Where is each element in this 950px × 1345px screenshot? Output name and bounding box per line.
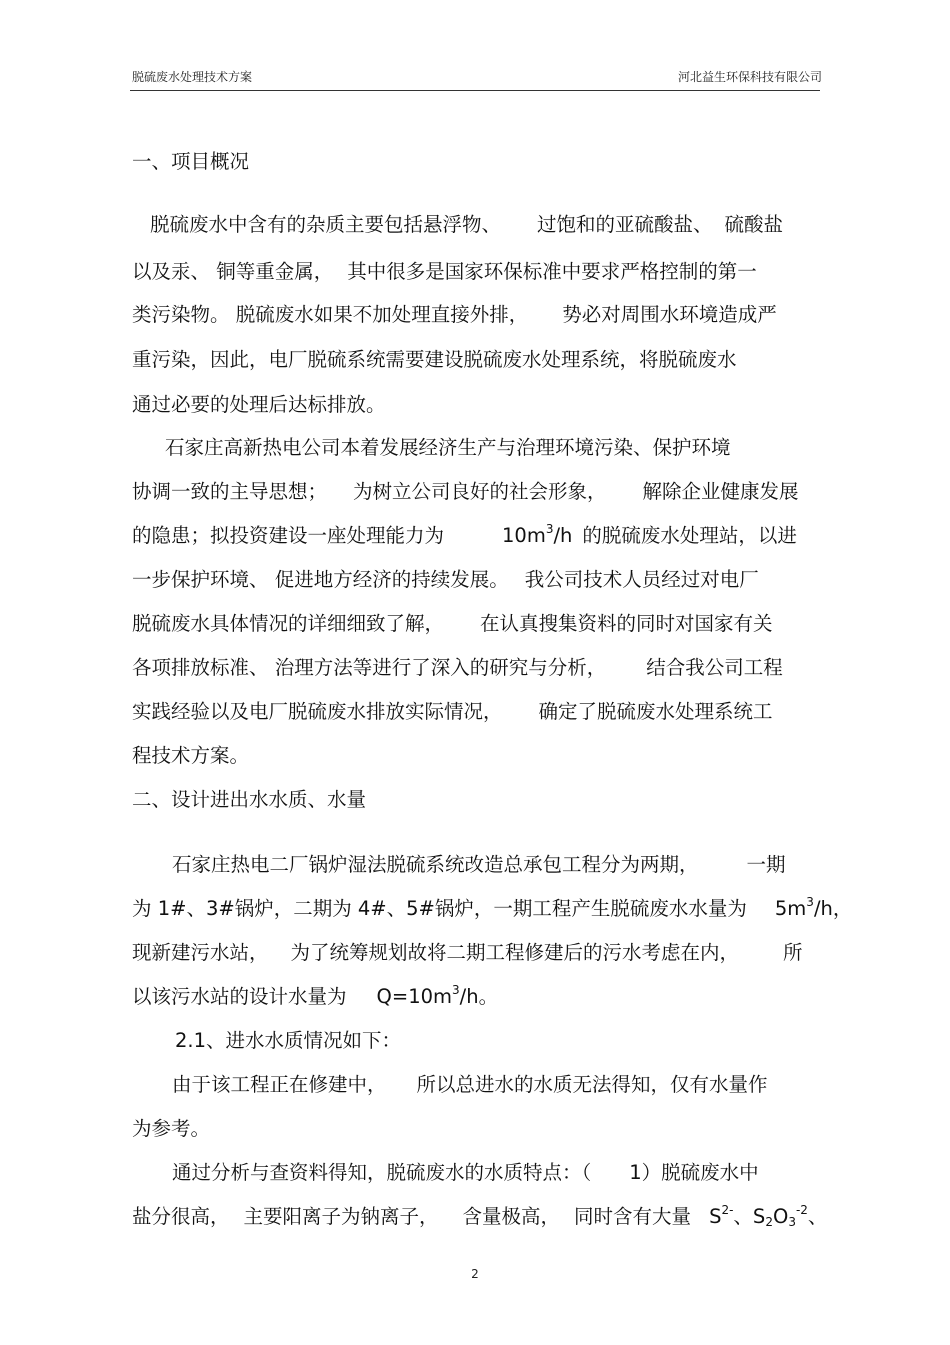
paragraph-line: 重污染，因此，电厂脱硫系统需要建设脱硫废水处理系统，将脱硫废水	[132, 348, 737, 371]
header-divider	[130, 90, 820, 91]
header-title: 脱硫废水处理技术方案	[132, 70, 253, 84]
paragraph-line: 通过分析与查资料得知，脱硫废水的水质特点：（ 1）脱硫废水中	[172, 1161, 759, 1184]
paragraph-line: 一步保护环境、 促进地方经济的持续发展。 我公司技术人员经过对电厂	[132, 568, 759, 591]
paragraph-line: 通过必要的处理后达标排放。	[132, 393, 386, 416]
paragraph-line: 为参考。	[132, 1117, 211, 1140]
paragraph-line: 为 1#、3#锅炉，二期为 4#、5#锅炉，一期工程产生脱硫废水水量为 $5m^3/h$，	[132, 895, 853, 920]
paragraph-line: 程技术方案。	[132, 744, 250, 767]
paragraph-line: 以该污水站的设计水量为 $Q=10m^3/h$。	[132, 983, 499, 1008]
paragraph-line: 脱硫废水中含有的杂质主要包括悬浮物、 过饱和的亚硫酸盐、 硫酸盐	[150, 213, 784, 236]
page-number: 2	[471, 1267, 479, 1281]
paragraph-line: 实践经验以及电厂脱硫废水排放实际情况， 确定了脱硫废水处理系统工	[132, 700, 773, 723]
paragraph-line: 由于该工程正在修建中， 所以总进水的水质无法得知，仅有水量作	[172, 1073, 768, 1096]
sub-heading: 2.1、进水水质情况如下：	[175, 1029, 402, 1052]
paragraph-line: 现新建污水站， 为了统筹规划故将二期工程修建后的污水考虑在内， 所	[132, 941, 803, 964]
paragraph-line: 以及汞、 铜等重金属， 其中很多是国家环保标准中要求严格控制的第一	[132, 260, 757, 283]
section-heading-2: 二、设计进出水水质、水量	[132, 788, 367, 811]
paragraph-line: 脱硫废水具体情况的详细细致了解， 在认真搜集资料的同时对国家有关	[132, 612, 773, 635]
header-company: 河北益生环保科技有限公司	[677, 70, 822, 84]
paragraph-line: 类污染物。 脱硫废水如果不加处理直接外排， 势必对周围水环境造成严	[132, 303, 777, 326]
paragraph-line: 的隐患；拟投资建设一座处理能力为 $10m^3/h$ 的脱硫废水处理站，以进	[132, 522, 797, 547]
paragraph-line: 盐分很高， 主要阳离子为钠离子， 含量极高， 同时含有大量 $S^{2-}$、$S_2O_3^{-2}$、	[132, 1203, 828, 1229]
paragraph-line: 各项排放标准、 治理方法等进行了深入的研究与分析， 结合我公司工程	[132, 656, 783, 679]
section-heading-1: 一、项目概况	[132, 150, 250, 173]
paragraph-line: 石家庄热电二厂锅炉湿法脱硫系统改造总承包工程分为两期， 一期	[172, 853, 786, 876]
paragraph-line: 石家庄高新热电公司本着发展经济生产与治理环境污染、保护环境	[165, 436, 731, 459]
paragraph-line: 协调一致的主导思想； 为树立公司良好的社会形象， 解除企业健康发展	[132, 480, 799, 503]
